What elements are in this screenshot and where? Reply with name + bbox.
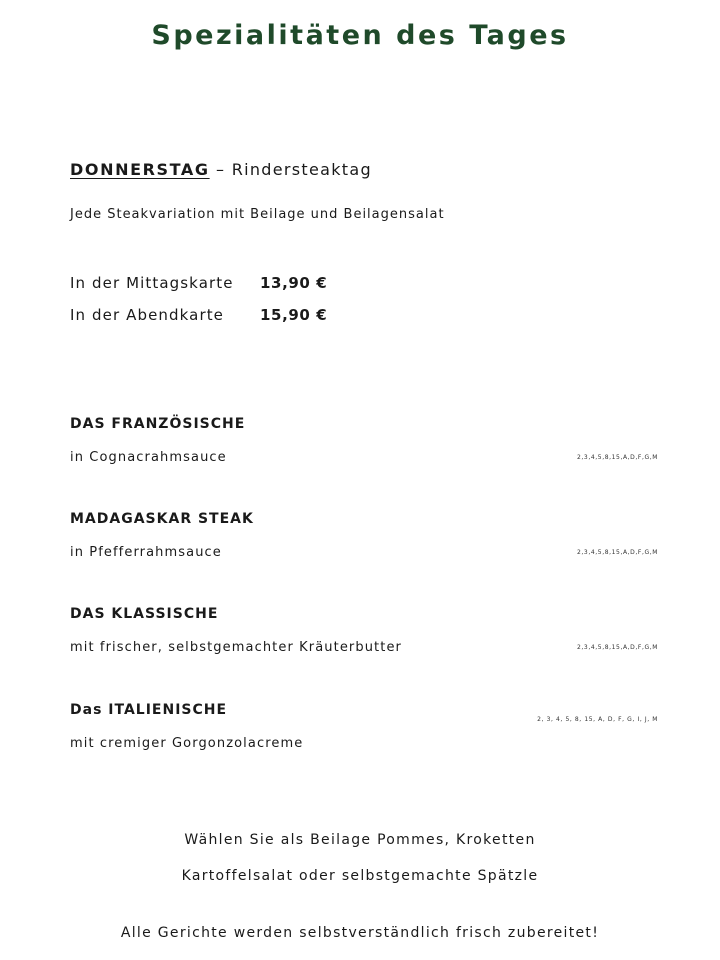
day-separator: – xyxy=(209,160,232,179)
price-row-lunch xyxy=(70,274,327,292)
dish-name: DAS KLASSISCHE xyxy=(70,606,219,622)
page-title: Spezialitäten des Tages xyxy=(151,20,569,51)
dish-description: mit frischer, selbstgemachter Kräuterbutter xyxy=(70,640,402,655)
dish-name: Das ITALIENISCHE xyxy=(70,702,228,718)
price-label: In der Mittagskarte xyxy=(70,274,234,292)
dish-description: in Cognacrahmsauce xyxy=(70,450,227,465)
dish-name: MADAGASKAR STEAK xyxy=(70,511,254,527)
sides-note-line-2: Kartoffelsalat oder selbstgemachte Spätzle xyxy=(181,868,539,884)
dish-description: mit cremiger Gorgonzolacreme xyxy=(70,736,304,751)
dish-name: DAS FRANZÖSISCHE xyxy=(70,416,246,432)
sides-note-line-1: Wählen Sie als Beilage Pommes, Kroketten xyxy=(184,832,536,848)
allergen-codes: 2,3,4,5,8,15,A,D,F,G,M xyxy=(577,644,658,651)
price-row-dinner xyxy=(70,306,327,324)
allergen-codes: 2,3,4,5,8,15,A,D,F,G,M xyxy=(577,454,658,461)
intro-text: Jede Steakvariation mit Beilage und Beilagensalat xyxy=(70,207,445,222)
day-theme: Rindersteaktag xyxy=(231,160,372,179)
price-value: 15,90 € xyxy=(260,306,328,324)
footer-note: Alle Gerichte werden selbstverständlich frisch zubereitet! xyxy=(120,925,600,941)
allergen-codes: 2,3,4,5,8,15,A,D,F,G,M xyxy=(577,549,658,556)
dish-description: in Pfefferrahmsauce xyxy=(70,545,222,560)
day-name: DONNERSTAG xyxy=(70,160,210,179)
price-label: In der Abendkarte xyxy=(70,306,225,324)
price-value: 13,90 € xyxy=(260,274,328,292)
day-heading xyxy=(70,160,372,179)
allergen-codes: 2, 3, 4, 5, 8, 15, A, D, F, G, I, J, M xyxy=(537,716,658,723)
